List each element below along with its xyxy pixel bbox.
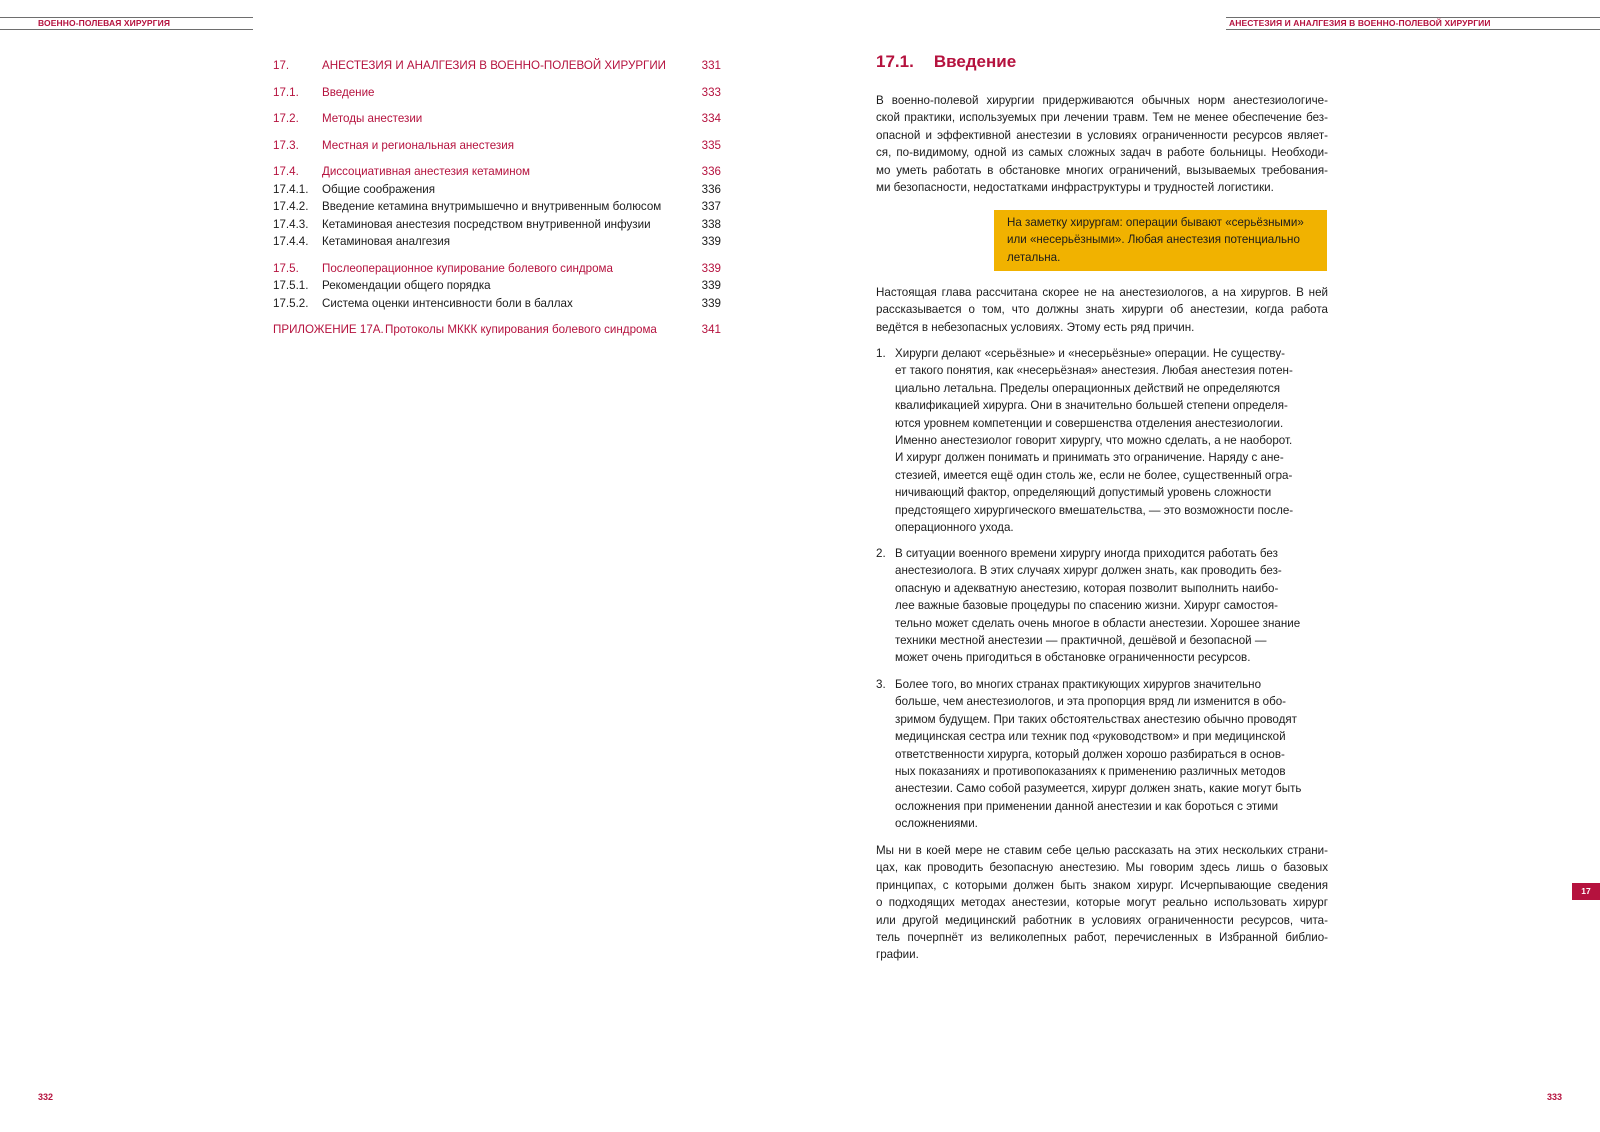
text-line: Более того, во многих странах практикующих хирургов значительно (895, 678, 1262, 691)
toc-subentry[interactable] (273, 295, 721, 313)
toc-page: 336 (701, 165, 721, 178)
list-marker: 2. (876, 547, 886, 560)
text-line: операционного ухода. (895, 521, 1014, 535)
text-line: ет такого понятия, как «несерьёзная» анестезия. Любая анестезия потен- (895, 364, 1293, 378)
toc-title: Местная и региональная анестезия (322, 138, 514, 152)
toc-page: 339 (701, 296, 721, 310)
toc-entry[interactable] (273, 260, 721, 278)
text-line: опасной и эффективной анестезии в условиях ограниченности ресурсов являет- (876, 128, 1328, 142)
text-line: В ситуации военного времени хирургу иногда приходится работать без (895, 547, 1278, 560)
toc-number: 17.3. (273, 138, 299, 152)
page-number-left: 332 (38, 1092, 54, 1102)
note-line: летальна. (1007, 250, 1061, 264)
toc-number: 17.4.2. (273, 200, 309, 213)
running-header-text: АНЕСТЕЗИЯ И АНАЛГЕЗИЯ В ВОЕННО-ПОЛЕВОЙ ХИРУРГИИ (1229, 18, 1491, 28)
toc-subentry[interactable] (273, 216, 721, 234)
chapter-tab: 17 (1572, 883, 1600, 900)
text-line: ных показаниях и противопоказаниях к применению различных методов (895, 765, 1286, 779)
toc-subentry[interactable] (273, 277, 721, 295)
toc-number: 17.4.3. (273, 217, 309, 231)
intro-paragraph (876, 92, 1328, 196)
text-line: опасную и адекватную анестезию, которая позволит выполнить наибо- (895, 581, 1279, 595)
toc-title: АНЕСТЕЗИЯ И АНАЛГЕЗИЯ В ВОЕННО-ПОЛЕВОЙ ХИРУРГИИ (322, 59, 667, 72)
toc-number: ПРИЛОЖЕНИЕ 17А. (273, 323, 384, 336)
text-line: рассказывается о том, что должны знать хирурги об анестезии, когда работа (876, 303, 1328, 317)
text-line: квалификацией хирурга. Они в значительно большей степени определя- (895, 399, 1288, 413)
text-line: предстоящего хирургического вмешательства, — это возможности после- (895, 503, 1294, 517)
toc-page: 338 (701, 217, 721, 231)
toc-page: 331 (701, 59, 721, 72)
text-line: мо уметь работать в обстановке многих ограничений, вызываемых требования- (876, 163, 1328, 177)
toc-page: 339 (701, 279, 721, 292)
toc-subentry[interactable] (273, 233, 721, 251)
text-line: ской практики, используемых при лечении травм. Тем не менее обеспечение без- (876, 111, 1328, 125)
section-heading (876, 52, 1016, 72)
toc-title: Послеоперационное купирование болевого синдрома (322, 261, 613, 275)
toc-number: 17.4.1. (273, 182, 309, 196)
toc-title: Система оценки интенсивности боли в баллах (322, 296, 573, 310)
text-line: больше, чем анестезиологов, и эта пропорция вряд ли изменится в обо- (895, 695, 1287, 709)
toc-page: 333 (701, 85, 721, 99)
text-line: тель почерпнёт из великолепных работ, перечисленных в Избранной библио- (876, 931, 1328, 945)
note-line: На заметку хирургам: операции бывают «серьёзными» (1007, 216, 1304, 229)
text-line: или другой медицинский работник в условиях ограниченности ресурсов, чита- (876, 913, 1328, 927)
toc-entry[interactable] (273, 110, 721, 128)
toc-title: Общие соображения (322, 182, 436, 196)
text-line: циально летальна. Пределы операционных действий не определяются (895, 381, 1281, 395)
toc-number: 17.4. (273, 165, 299, 178)
numbered-list-item (876, 676, 1328, 833)
toc-subentry[interactable] (273, 198, 721, 216)
closing-paragraph (876, 842, 1328, 964)
text-line: ведётся в небезопасных условиях. Этому есть ряд причин. (876, 320, 1195, 334)
running-header-text: ВОЕННО-ПОЛЕВАЯ ХИРУРГИЯ (38, 18, 171, 28)
text-line: ми безопасности, недостатками инфраструктуры и трудностей логистики. (876, 181, 1274, 195)
table-of-contents (273, 57, 721, 339)
text-line: Мы ни в коей мере не ставим себе целью рассказать на этих нескольких страни- (876, 844, 1328, 857)
toc-entry[interactable] (273, 163, 721, 181)
section-number: 17.1. (876, 52, 914, 71)
text-line: графии. (876, 948, 919, 962)
surgeon-note-box (994, 210, 1327, 271)
note-line: или «несерьёзными». Любая анестезия потенциально (1007, 233, 1300, 247)
text-line: Настоящая глава рассчитана скорее не на анестезиологов, а на хирургов. В ней (876, 286, 1328, 299)
toc-page: 337 (701, 200, 721, 213)
page-number-right: 333 (1547, 1092, 1563, 1102)
toc-title: Диссоциативная анестезия кетамином (322, 165, 531, 178)
text-line: анестезиолога. В этих случаях хирург должен знать, как проводить без- (895, 564, 1282, 578)
running-header-left (0, 17, 253, 30)
toc-page: 334 (701, 112, 721, 125)
text-line: анестезии. Само собой разумеется, хирург должен знать, какие могут быть (895, 782, 1302, 796)
toc-title: Введение кетамина внутримышечно и внутривенным болюсом (322, 200, 662, 213)
toc-number: 17.5.2. (273, 296, 309, 310)
toc-title: Кетаминовая анестезия посредством внутривенной инфузии (322, 217, 651, 231)
toc-title: Протоколы МККК купирования болевого синдрома (385, 323, 657, 336)
text-line: Хирурги делают «серьёзные» и «несерьёзные» операции. Не существу- (895, 347, 1285, 360)
toc-entry[interactable] (273, 84, 721, 102)
text-line: ся, по-видимому, одной из самых сложных задач в работе больницы. Необходи- (876, 146, 1328, 160)
text-line: тельно может сделать очень многое в области анестезии. Хорошее знание (895, 616, 1301, 630)
text-line: техники местной анестезии — практичной, дешёвой и безопасной — (895, 634, 1267, 648)
toc-number: 17. (273, 59, 290, 72)
text-line: осложнениями. (895, 817, 978, 831)
text-line: цах, как проводить безопасную анестезию. Мы говорим здесь лишь о базовых (876, 861, 1328, 875)
text-line: о подходящих методах анестезии, которые могут реально использовать хирург (876, 896, 1328, 910)
toc-page: 335 (701, 138, 721, 152)
toc-page: 341 (701, 323, 721, 336)
text-line: принципах, с которыми должен быть знаком хирург. Исчерпывающие сведения (876, 878, 1328, 892)
text-line: зримом будущем. При таких обстоятельствах анестезию обычно проводят (895, 712, 1297, 726)
text-line: ответственности хирурга, который должен хорошо разбираться в основ- (895, 747, 1285, 761)
toc-appendix-entry[interactable] (273, 321, 721, 339)
numbered-list-item (876, 345, 1328, 536)
toc-page: 339 (701, 261, 721, 275)
toc-subentry[interactable] (273, 181, 721, 199)
text-line: медицинская сестра или техник под «руководством» и при медицинской (895, 730, 1286, 744)
section-title: Введение (933, 52, 1017, 71)
running-header-right (1226, 17, 1600, 30)
toc-title: Кетаминовая аналгезия (322, 235, 451, 248)
toc-title: Введение (322, 85, 375, 99)
text-line: стезией, имеется ещё один столь же, если не более, существенный огра- (895, 468, 1293, 482)
toc-number: 17.2. (273, 112, 299, 125)
text-line: И хирург должен понимать и принимать это ограничение. Наряду с ане- (895, 451, 1284, 465)
toc-page: 339 (701, 235, 721, 248)
list-marker: 3. (876, 678, 886, 691)
toc-entry[interactable] (273, 57, 721, 75)
toc-title: Методы анестезии (322, 112, 423, 125)
text-line: Именно анестезиолог говорит хирургу, что можно сделать, а не наоборот. (895, 434, 1293, 448)
numbered-list-item (876, 545, 1328, 667)
toc-entry[interactable] (273, 137, 721, 155)
toc-title: Рекомендации общего порядка (322, 279, 491, 292)
text-line: может очень пригодиться в обстановке ограниченности ресурсов. (895, 651, 1251, 665)
text-line: лее важные базовые процедуры по спасению жизни. Хирург самостоя- (895, 599, 1279, 613)
toc-number: 17.4.4. (273, 235, 309, 248)
text-line: ничивающий фактор, определяющий допустимый уровень сложности (895, 486, 1272, 500)
text-line: В военно-полевой хирургии придерживаются обычных норм анестезиологиче- (876, 94, 1328, 107)
toc-number: 17.5.1. (273, 279, 309, 292)
text-line: ются уровнем компетенции и совершенства отделения анестезиологии. (895, 416, 1284, 430)
toc-number: 17.5. (273, 261, 299, 275)
toc-number: 17.1. (273, 85, 299, 99)
text-line: осложнения при применении данной анестезии и как бороться с этими (895, 799, 1279, 813)
reasons-paragraph (876, 284, 1328, 336)
list-marker: 1. (876, 347, 886, 360)
toc-page: 336 (701, 182, 721, 196)
